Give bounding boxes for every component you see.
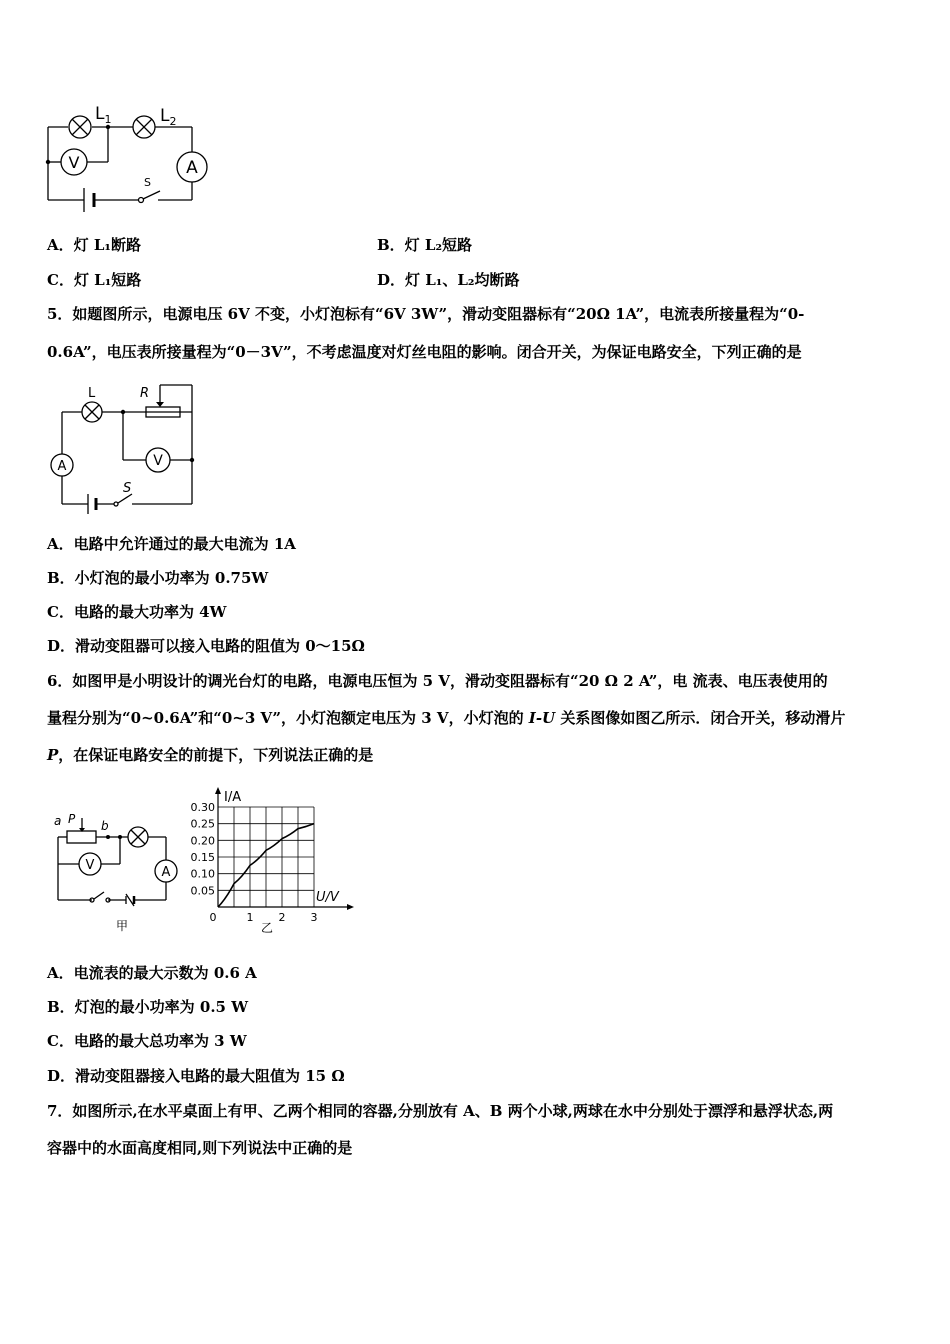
ammeter-icon	[177, 152, 207, 182]
chart-axes	[215, 787, 354, 910]
lamp-l2-icon	[133, 116, 155, 138]
voltmeter-icon	[61, 149, 87, 175]
voltmeter-icon	[79, 853, 101, 875]
y-tick-label: 0.20	[190, 834, 215, 848]
q5-circuit-diagram	[44, 380, 204, 510]
q6-stem-line-1: 6．如图甲是小明设计的调光台灯的电路，电源电压恒为 5 V，滑动变阻器标有“20 Ω 2 A”，电 流表、电压表使用的	[47, 672, 828, 690]
chart-grid	[218, 807, 314, 907]
voltmeter-icon	[146, 448, 170, 472]
y-tick-label: 0.30	[190, 801, 215, 814]
x-axis-label: U/V	[316, 890, 339, 905]
q6-option-c[interactable]: C．电路的最大总功率为 3 W	[47, 1032, 247, 1050]
svg-text:a: a	[54, 814, 62, 828]
q5-option-b[interactable]: B．小灯泡的最小功率为 0.75W	[47, 569, 269, 587]
x-axis-arrow	[347, 904, 354, 910]
q6-option-d[interactable]: D．滑动变阻器接入电路的最大阻值为 15 Ω	[47, 1067, 345, 1085]
q6-circuit-diagram-jia	[50, 810, 185, 935]
y-tick-label: 0.10	[190, 867, 215, 881]
q5-option-d[interactable]: D．滑动变阻器可以接入电路的阻值为 0～15Ω	[47, 637, 365, 655]
q6-option-b[interactable]: B．灯泡的最小功率为 0.5 W	[47, 998, 249, 1016]
q5-option-a[interactable]: A．电路中允许通过的最大电流为 1A	[47, 535, 296, 553]
svg-text:A: A	[186, 158, 198, 178]
svg-text:S: S	[144, 176, 151, 189]
svg-text:R: R	[140, 386, 150, 401]
q5-stem-line-1: 5．如题图所示，电源电压 6V 不变，小灯泡标有“6V 3W”，滑动变阻器标有“20Ω 1A”，电流表所接量程为“0-	[47, 305, 805, 323]
q6-stem-line-2: 量程分别为“0~0.6A”和“0~3 V”，小灯泡额定电压为 3 V，小灯泡的 I-U 关系图像如图乙所示．闭合开关，移动滑片	[47, 709, 846, 727]
ammeter-icon	[155, 860, 177, 882]
q4-option-c[interactable]: C．灯 L₁短路	[47, 271, 142, 289]
svg-text:P: P	[68, 812, 76, 826]
y-tick-label: 0.15	[190, 851, 215, 864]
switch-icon	[114, 481, 132, 506]
q6-option-a[interactable]: A．电流表的最大示数为 0.6 A	[47, 964, 257, 982]
lamp-icon	[128, 827, 148, 847]
x-tick-label: 0	[209, 911, 217, 924]
lamp-icon	[82, 386, 102, 422]
q7-stem-line-1: 7．如图所示,在水平桌面上有甲、乙两个相同的容器,分别放有 A、B 两个小球,两球在水中分别处于漂浮和悬浮状态,两	[47, 1102, 834, 1120]
y-axis-arrow	[215, 787, 221, 794]
svg-text:V: V	[85, 858, 95, 873]
q4-circuit-diagram	[40, 100, 220, 218]
q6-stem-line-3: P，在保证电路安全的前提下，下列说法正确的是	[47, 746, 374, 764]
svg-text:L: L	[88, 386, 96, 401]
q4-option-a[interactable]: A．灯 L₁断路	[47, 236, 141, 254]
lamp-l2-label: $L_2$	[160, 106, 177, 128]
battery-icon	[90, 892, 110, 902]
svg-text:V: V	[153, 453, 163, 469]
q6-iu-chart	[186, 785, 356, 940]
q5-stem-line-2: 0.6A”，电压表所接量程为“0－3V”，不考虑温度对灯丝电阻的影响。闭合开关，为保证电路安全，下列正确的是	[47, 343, 802, 361]
svg-text:S: S	[123, 481, 132, 496]
y-axis-label: I/A	[224, 790, 242, 805]
svg-text:b: b	[101, 819, 109, 833]
ammeter-icon	[51, 454, 73, 476]
svg-text:A: A	[161, 865, 171, 880]
q4-option-b[interactable]: B．灯 L₂短路	[377, 236, 473, 254]
q4-option-d[interactable]: D．灯 L₁、L₂均断路	[377, 271, 520, 289]
figure-caption-yi: 乙	[261, 921, 274, 935]
q5-option-c[interactable]: C．电路的最大功率为 4W	[47, 603, 227, 621]
y-tick-label: 0.25	[190, 817, 215, 831]
x-tick-label: 2	[278, 911, 286, 924]
figure-caption-jia: 甲	[116, 919, 129, 933]
x-tick-label: 3	[310, 911, 318, 924]
q7-stem-line-2: 容器中的水面高度相同,则下列说法中正确的是	[47, 1139, 353, 1157]
y-tick-label: 0.05	[190, 884, 215, 898]
lamp-l1-label: $L_1$	[95, 104, 112, 126]
x-tick-label: 1	[246, 911, 254, 924]
svg-text:A: A	[57, 459, 67, 474]
switch-icon	[139, 176, 161, 203]
svg-text:V: V	[68, 153, 80, 172]
lamp-l1-icon	[69, 116, 91, 138]
